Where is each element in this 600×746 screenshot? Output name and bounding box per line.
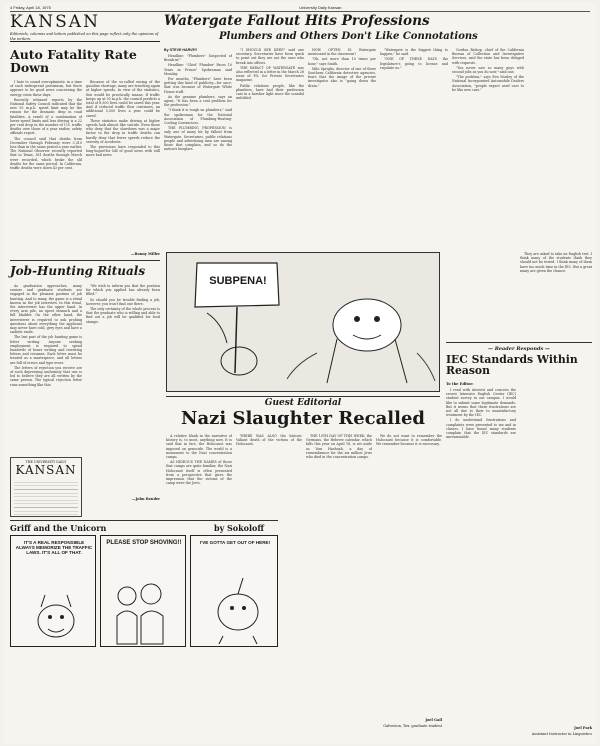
creature-drawing [31, 591, 81, 646]
auto-column-1 [10, 80, 82, 258]
cartoon-sign-text: SUBPENA! [209, 275, 267, 287]
guest-paragraph: AS HIDEOUS THE NAMES of those that camps are quite familiar, the Nazi Holocaust itself is often presented from a perspective that gives the impression that the victims of the camp were the Jews. [166, 460, 232, 486]
watergate-paragraph: "You never saw so many guys with second jobs as you do now," said one. [452, 65, 524, 75]
guest-signature-line: Galveston, Tex. graduate student [383, 724, 442, 728]
guest-column-2 [236, 434, 302, 724]
reader-column-1 [446, 388, 516, 688]
watergate-paragraph: "The problem," says Eva Mosley of the National Incorporated Automobile Dealers Association, "people expect used cars to be like new cars." [452, 75, 524, 92]
watergate-paragraph: "Watergate is the biggest thing to happen," he said. [380, 48, 448, 57]
watergate-byline: By STEVE HARVEY [164, 48, 198, 52]
speech-bubble: I'VE GOTTA GET OUT OF HERE! [199, 540, 271, 545]
kansan-staff-box [10, 457, 82, 517]
reader-salutation: To the Editor: [446, 382, 474, 386]
job-paragraph: "We wish to inform you that the position for which you applied has already been filled." [86, 284, 160, 297]
masthead-title: KANSAN [10, 12, 100, 32]
watergate-paragraph: THE PLUMBING PROFESSION is only one of many hit by fallout from Watergate. Secretaries, public relations people and advertising men are among those that complain, and so do the nation's burglars. [164, 126, 232, 152]
cartoon-drawing [167, 253, 440, 392]
job-column-1 [10, 284, 82, 454]
watergate-column-5 [452, 48, 524, 248]
guest-paragraph: A relative blank in the narrative of history is, to most, anything now. It is said that in fact, the Holocaust was imposed on genocide. The world is a monument to the Nazi concentration camps. [166, 434, 232, 460]
guest-signature: Joel Gail [425, 718, 442, 722]
masthead [10, 12, 160, 42]
guest-headline: Nazi Slaughter Recalled [181, 408, 425, 429]
divider [10, 260, 160, 261]
auto-paragraph: The provisions have responded to this long-hoped-for bill of good news with still more bad news. [86, 145, 160, 158]
watergate-column-2 [236, 48, 304, 248]
reader-paragraph: I read with interest and concern the recent Intensive English Center (IEC) student survey in our campus. I would like to submit some legitimate demands. But it seems that these frustrations are not all due to their to unsatisfactory treatment by the IEC. [446, 388, 516, 418]
staff-listing [14, 479, 78, 515]
guest-paragraph: THE 10TH DAY OF THIS WEEK, the Germans, the Hebrew calendar, which falls this year on April 18, is set aside as Yom Hashoah, a day of remembrance for the six million Jews who died in the concentration camps. [306, 434, 372, 460]
reader-headline: IEC Standards Within Reason [446, 353, 578, 378]
job-paragraph: The last part of the job hunting game is letter writing. Anyone seeking employment is required to spend hundreds of hours writing and rewriting letters and resumes. Each letter must be treated as a masterpiece, and all letters are full of errors and type-overs. [10, 335, 82, 365]
speech-bubble: IT'S A REAL RESPONSIBLE ALWAYS MEMORIZE THE TRAFFIC LAWS. IT'S ALL OF THAT. [15, 540, 93, 556]
comic-author: by Sokoloff [214, 523, 264, 533]
reader-column-2 [520, 252, 592, 672]
watergate-paragraph: For months, "Plumbers" have been getting this kind of publicity—for once, that was because of Watergate White House staff. [164, 77, 232, 94]
comic-title: Griff and the Unicorn [10, 523, 107, 533]
editorial-cartoon [166, 252, 440, 392]
guest-column-4 [376, 434, 442, 714]
auto-column-2 [86, 80, 160, 252]
job-column-2 [86, 284, 160, 496]
watergate-paragraph: Gordon Bishop, chief of the California Bureau of Collection and Investigative Services, said the state has been deluged with requests. [452, 48, 524, 65]
watergate-paragraph: Headline: "Plumbers" Suspected of Break-in!" [164, 54, 232, 63]
staff-box-label: THE UNIVERSITY DAILY [25, 460, 67, 464]
watergate-paragraph: Public relations people, like the plumbers, have had their profession cast in a harsher light since the scandal unfolded. [236, 83, 304, 101]
watergate-paragraph: THE IMPACT OF WATERGATE was also reflected in a letter in the March 28 issue of P.S. for Private Secretaries magazine. [236, 65, 304, 83]
auto-signature: —Ronny Miller [130, 252, 160, 256]
job-paragraph: The only certainty of the whole process is that the graduate who is willing and able to find out a job will be qualified for food stamps. [86, 307, 160, 324]
watergate-column-1 [164, 54, 232, 248]
newspaper-page [4, 2, 596, 744]
auto-paragraph: These statistics make driving at higher speeds look almost like suicide. Even those who deny that the slowdown was a major factor in the drop in traffic deaths can hardly deny that fewer speeds reduce the severity of accidents. [86, 118, 160, 144]
job-paragraph: The letters of rejection you receive are of such depressing uniformity that one is led to believe they are all written by the same person. The typical rejection letter runs something like this: [10, 365, 82, 387]
watergate-subhead: Plumbers and Others Don't Like Connotations [219, 31, 478, 42]
watergate-paragraph: "Oh, not more than 10 times per hour," says Smith. [308, 57, 376, 66]
paper-name: University Daily Kansan [299, 5, 342, 10]
auto-paragraph: Because of the so-called easing of the gasoline shortage, many are traveling again at higher speeds. In view of the statistics, this would be practically insane. If traffic keeps up at 55 m.p.h. the council predicts a total of 8,500 lives could be saved this year. And if reduced traffic flow continues, an additional 5,500 lives a year could be saved. [86, 80, 160, 118]
reader-kicker: — Reader Responds — [487, 346, 551, 352]
auto-headline: Auto Fatality Rate Down [10, 47, 137, 76]
watergate-headline: Watergate Fallout Hits Professions [164, 13, 430, 29]
guest-paragraph: THERE WAS ALSO the historic Valiant death of the victims of the Holocaust. [236, 434, 302, 447]
reader-paragraph: They are asked to take an English test. I think many of the students think they should not be tested. I think many of them have too much time in the IEC. But a great many are given the chance. [520, 252, 592, 273]
watergate-paragraph: As the genuine plumbers, says an agent, "It has been a real problem for the profession." [164, 94, 232, 108]
watergate-paragraph: "I think it is tough on plumbers," said the spokesman for the National Association of Plumbing-Heating-Cooling Contractors. [164, 108, 232, 126]
job-paragraph: So should you be trouble finding a job, however, you won't find one there. [86, 297, 160, 306]
page-date: 4 Friday, April 18, 1975 [10, 5, 51, 10]
top-dateline [10, 5, 590, 12]
guest-label: Guest Editorial [264, 398, 342, 408]
guest-column-1 [166, 434, 232, 724]
guest-column-3 [306, 434, 372, 724]
job-signature: —John Bender [131, 497, 160, 501]
job-paragraph: As graduation approaches, many seniors and graduate students are engaged in the pleasant pastime of job hunting. And to many, the game is a ritual known as the job interview. In this ritual, the interviewer has the upper hand. In every arm pile, an upset stomach and a full bladder. On the other hand, the interviewer is required to ask probing questions about everything the applicant may never have cold, grey eyes and have a sadistic smile. [10, 284, 82, 335]
guest-paragraph: We do not want to remember the Holocaust because it is comfortable. We remember because it is necessary. [376, 434, 442, 447]
job-headline: Job-Hunting Rituals [10, 264, 146, 278]
watergate-paragraph: Milo Spriglio, director of one of three Southern California detective agencies, fears that the image of the private investigator also is "going down the drain." [308, 66, 376, 88]
reader-signature: Joel Park [574, 726, 592, 730]
watergate-column-4 [380, 48, 448, 248]
divider [166, 396, 440, 397]
speech-bubble: PLEASE STOP SHOVING!! [106, 540, 182, 546]
masthead-subtitle: Editorials, columns and letters published on this page reflect only the opinions of the writers. [10, 32, 159, 41]
watergate-column-3 [308, 48, 376, 248]
staff-box-title: KANSAN [15, 463, 77, 477]
auto-paragraph: The council said that deaths from December through February were 3,310 less than in the same period a year earlier. The National Observer recently reported that in Texas, 381 deaths through March were recorded, which broke the old deaths for the same period. In California, traffic deaths were down 43 per cent. [10, 136, 82, 171]
auto-paragraph: I hate to sound overoptimistic in a time of such widespread pessimism, but there appears to be good news concerning the energy crisis these days. [10, 80, 82, 97]
reader-signature-title: Assistant Instructor in Linguistics [531, 732, 592, 736]
watergate-paragraph: HOW OFTEN IS Watergate mentioned in the classroom? [308, 48, 376, 57]
reader-paragraph: I do understand frustrations and complaints were presented to me and in classes. I have found many students complain that the IEC standards are unreasonable. [446, 418, 516, 440]
watergate-paragraph: "ONE OF THESE DAYS the legislature's going to license and regulate us." [380, 57, 448, 70]
watergate-paragraph: Headline: "Chief 'Plumber' Faces 10 Years in Prison" Spokesman said Monday. [164, 63, 232, 76]
comic-panel-1 [10, 535, 96, 647]
auto-paragraph: Recently released reports by the National Safety Council indicated that the new 55 m.p.h. speed limit may be the reason for the dramatic drop in road fatalities. A result of a combination of lower speed limits and less driving is a 22 per cent drop in the number of U.S. traffic deaths over those of a year earlier, safety officials report. [10, 97, 82, 136]
watergate-paragraph: "I SHOULD SEE KEEP," said one secretary. Secretaries have been quick to point out they are not the ones who break into offices. [236, 48, 304, 65]
